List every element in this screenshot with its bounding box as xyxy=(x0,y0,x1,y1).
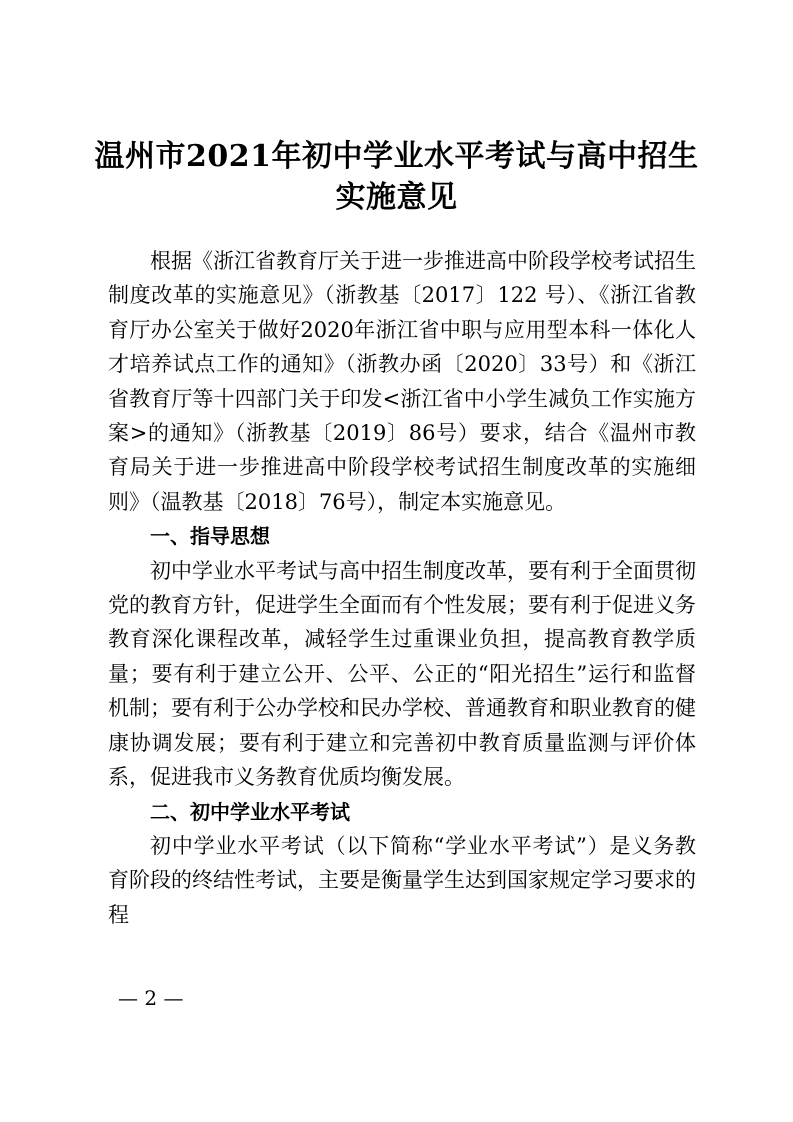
section-paragraph-2: 初中学业水平考试（以下简称“学业水平考试”）是义务教育阶段的终结性考试，主要是衡量学生达到国家规定学习要求的程 xyxy=(108,833,696,927)
title-line-2: 实施意见 xyxy=(335,180,458,215)
title-line-1: 温州市2021年初中学业水平考试与高中招生 xyxy=(94,139,699,174)
section-heading-1: 一、指导思想 xyxy=(150,524,270,549)
section-heading-2: 二、初中学业水平考试 xyxy=(150,799,350,824)
page-number: — 2 — xyxy=(118,986,184,1010)
document-body xyxy=(108,244,696,932)
document-title xyxy=(0,136,793,218)
section-paragraph-1: 初中学业水平考试与高中招生制度改革，要有利于全面贯彻党的教育方针，促进学生全面而有个性发展；要有利于促进义务教育深化课程改革，减轻学生过重课业负担，提高教育教学质量；要有利于建立公开、公平、公正的“阳光招生”运行和监督机制；要有利于公办学校和民办学校、普通教育和职业教育的健康协调发展；要有利于建立和完善初中教育质量监测与评价体系，促进我市义务教育优质均衡发展。 xyxy=(108,558,696,790)
intro-paragraph: 根据《浙江省教育厅关于进一步推进高中阶段学校考试招生制度改革的实施意见》（浙教基〔2017〕122 号）、《浙江省教育厅办公室关于做好2020年浙江省中职与应用型本科一体化人才培养试点工作的通知》（浙教办函〔2020〕33号）和《浙江省教育厅等十四部门关于印发<浙江省中小学生减负工作实施方案>的通知》（浙教基〔2019〕86号）要求，结合《温州市教育局关于进一步推进高中阶段学校考试招生制度改革的实施细则》（温教基〔2018〕76号），制定本实施意见。 xyxy=(108,249,696,514)
